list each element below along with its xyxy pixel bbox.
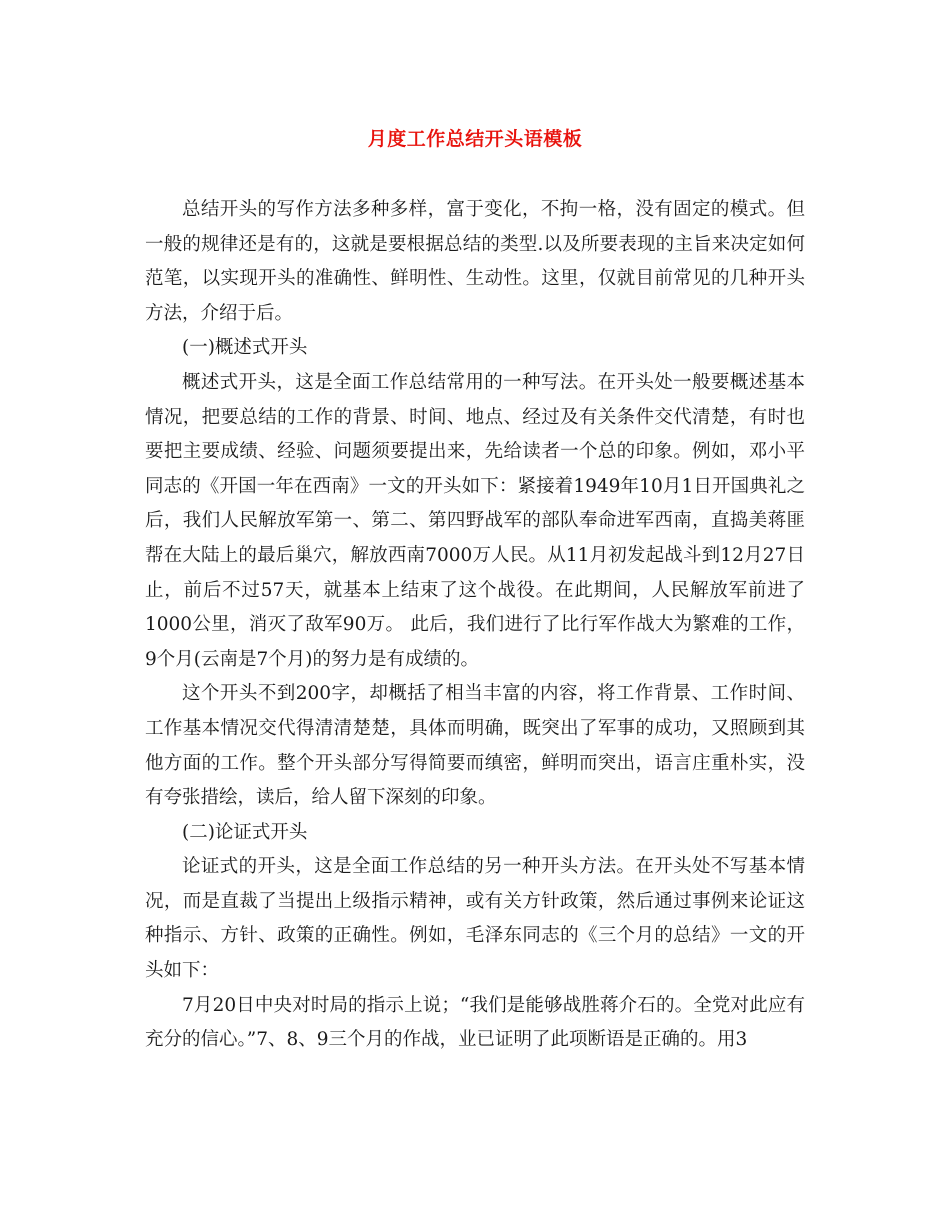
document-body [145,193,805,1058]
argument-paragraph: 论证式的开头，这是全面工作总结的另一种开头方法。在开头处不写基本情况，而是直裁了当提出上级指示精神，或有关方针政策，然后通过事例来论证这种指示、方针、政策的正确性。例如，毛泽东同志的《三个月的总结》一文的开头如下： [145,856,805,982]
section-heading-overview: (一)概述式开头 [182,337,308,359]
overview-paragraph: 概述式开头，这是全面工作总结常用的一种写法。在开头处一般要概述基本情况，把要总结的工作的背景、时间、地点、经过及有关条件交代清楚，有时也要把主要成绩、经验、问题须要提出来，先给读者一个总的印象。例如，邓小平同志的《开国一年在西南》一文的开头如下：紧接着1949年10月1日开国典礼之后，我们人民解放军第一、第二、第四野战军的部队奉命进军西南，直捣美蒋匪帮在大陆上的最后巢穴，解放西南7000万人民。从11月初发起战斗到12月27日止，前后不过57天，就基本上结束了这个战役。在此期间，人民解放军前进了1000公里，消灭了敌军90万。 此后，我们进行了比行军作战大为繁难的工作，9个月(云南是7个月)的努力是有成绩的。 [145,371,805,670]
section-heading-argument: (二)论证式开头 [182,821,308,843]
overview-analysis-paragraph: 这个开头不到200字，却概括了相当丰富的内容，将工作背景、工作时间、工作基本情况交代得清清楚楚，具体而明确，既突出了军事的成功，又照顾到其他方面的工作。整个开头部分写得简要而缜密，鲜明而突出，语言庄重朴实，没有夸张措绘，读后，给人留下深刻的印象。 [145,683,805,809]
quote-paragraph: 7月20日中央对时局的指示上说；“我们是能够战胜蒋介石的。全党对此应有充分的信心。”7、8、9三个月的作战，业已证明了此项断语是正确的。用3 [145,994,805,1051]
intro-paragraph: 总结开头的写作方法多种多样，富于变化，不拘一格，没有固定的模式。但一般的规律还是有的，这就是要根据总结的类型.以及所要表现的主旨来决定如何范笔，以实现开头的准确性、鲜明性、生动性。这里，仅就目前常见的几种开头方法，介绍于后。 [145,199,805,324]
document-title: 月度工作总结开头语模板 [367,128,583,150]
